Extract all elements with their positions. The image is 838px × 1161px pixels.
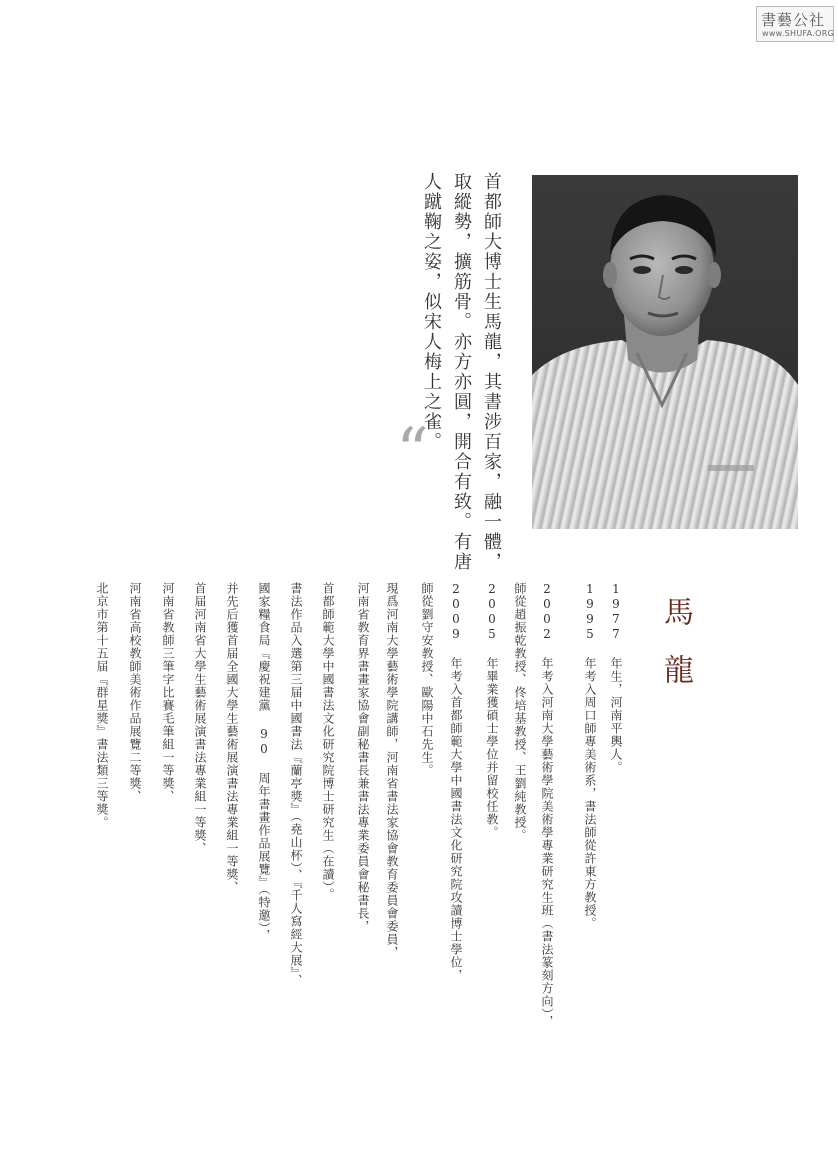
site-watermark xyxy=(756,6,834,42)
bio-line: 北京市第十五届『群星獎』書法類三等獎。 xyxy=(95,582,109,829)
quote-line: 取縱勢，擴筋骨。亦方亦圓，開合有致。有唐 xyxy=(451,172,472,572)
bio-line: 河南省高校教師美術作品展覽二等獎、 xyxy=(128,582,142,803)
bio-line: 河南省教育界書畫家協會副秘書長兼書法專業委員會秘書長， xyxy=(356,582,370,933)
artist-name: 馬龍 xyxy=(658,596,693,712)
bio-line: 國家糧食局『慶祝建黨 90 周年書畫作品展覽』（特邀）， xyxy=(257,582,271,942)
bio-line: 2002 年考入河南大學藝術學院美術學專業研究生班（書法篆刻方向）， xyxy=(540,582,554,1028)
quote-line: 首都師大博士生馬龍，其書涉百家，融一體， xyxy=(481,172,502,572)
portrait-photo xyxy=(532,175,798,529)
quote-mark-icon: “ xyxy=(396,415,429,489)
portrait-illustration xyxy=(532,175,798,529)
bio-line: 1977 年生，河南平輿人。 xyxy=(609,582,623,774)
bio-line: 并先后獲首届全國大學生藝術展演書法專業組一等獎、 xyxy=(225,582,239,894)
bio-line: 1995 年考入周口師專美術系，書法師從許東方教授。 xyxy=(583,582,597,930)
bio-line: 首届河南省大學生藝術展演書法專業組一等獎、 xyxy=(193,582,207,855)
bio-line: 首都師範大學中國書法文化研究院博士研究生（在讀）。 xyxy=(321,582,335,901)
bio-line: 2009 年考入首都師範大學中國書法文化研究院攻讀博士學位， xyxy=(449,582,463,982)
bio-line: 師從趙振乾教授、佟培基教授、王劉純教授。 xyxy=(513,582,527,842)
bio-line: 師從劉守安教授、歐陽中石先生。 xyxy=(420,582,434,777)
watermark-url: www.SHUFA.ORG xyxy=(762,29,835,38)
quote-line: 人蹴鞠之姿，似宋人梅上之雀。 xyxy=(421,172,442,452)
bio-line: 2005 年畢業獲碩士學位并留校任教。 xyxy=(485,582,499,839)
bio-line: 河南省教師三筆字比賽毛筆組一等獎、 xyxy=(161,582,175,803)
watermark-logo-text: 書藝公社 xyxy=(761,11,826,29)
bio-line: 書法作品入選第三届中國書法『蘭亭獎』（堯山杯）、『千人寫經大展』、 xyxy=(289,582,303,987)
bio-line: 現爲河南大學藝術學院講師，河南省書法家協會教育委員會委員， xyxy=(385,582,399,959)
